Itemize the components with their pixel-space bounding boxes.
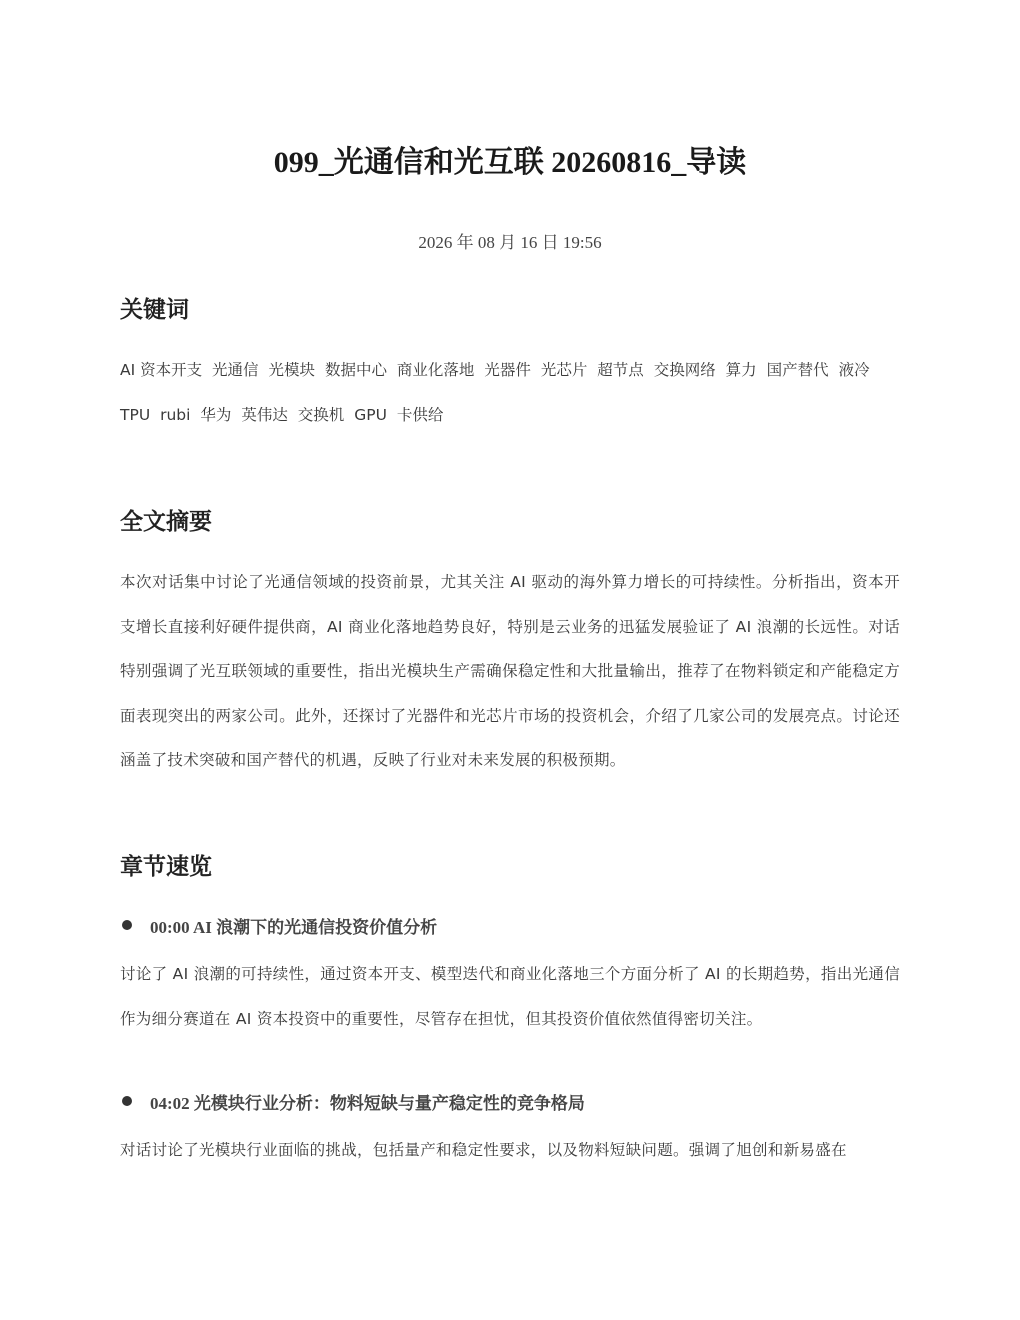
keyword-item: 光模块 [268, 361, 316, 379]
keyword-item: 华为 [200, 405, 232, 424]
keyword-item: 商业化落地 [396, 361, 475, 379]
keyword-item: AI 资本开支 [120, 361, 203, 379]
keywords-heading: 关键词 [120, 297, 189, 323]
keyword-item: 超节点 [597, 361, 644, 379]
chapter-item-title [120, 1088, 585, 1114]
chapter-title-text: 04:02 光模块行业分析：物料短缺与量产稳定性的竞争格局 [150, 1093, 585, 1113]
keyword-item: GPU [354, 405, 387, 424]
bullet-icon [122, 1096, 132, 1106]
document-date: 2026 年 08 月 16 日 19:56 [418, 233, 602, 252]
summary-heading: 全文摘要 [120, 509, 212, 535]
chapter-item-title [120, 912, 437, 938]
keyword-item: 英伟达 [241, 405, 288, 424]
summary-paragraph: 本次对话集中讨论了光通信领域的投资前景，尤其关注 AI 驱动的海外算力增长的可持续性。分析指出，资本开支增长直接利好硬件提供商，AI 商业化落地趋势良好，特别是云业务的迅猛发展验证了 AI 浪潮的长远性。对话特别强调了光互联领域的重要性，指出光模块生产需确保稳定性和大批量输出，推荐了在物料锁定和产能稳定方面表现突出的两家公司。此外，还探讨了光器件和光芯片市场的投资机会，介绍了几家公司的发展亮点。讨论还涵盖了技术突破和国产替代的机遇，反映了行业对未来发展的积极预期。 [120, 573, 900, 769]
keyword-item: rubi [160, 405, 191, 424]
chapter-description: 对话讨论了光模块行业面临的挑战，包括量产和稳定性要求，以及物料短缺问题。强调了旭创和新易盛在 [120, 1141, 847, 1159]
document-title: 099_光通信和光互联 20260816_导读 [273, 146, 747, 179]
keyword-item: 交换网络 [653, 361, 716, 379]
keyword-item: 国产替代 [766, 361, 829, 379]
keyword-item: 交换机 [297, 405, 345, 424]
keyword-item: 算力 [725, 361, 757, 379]
keyword-item: TPU [120, 405, 151, 424]
keyword-item: 数据中心 [324, 361, 387, 379]
chapter-description: 讨论了 AI 浪潮的可持续性，通过资本开支、模型迭代和商业化落地三个方面分析了 AI 的长期趋势，指出光通信作为细分赛道在 AI 资本投资中的重要性，尽管存在担忧，但其投资价值依然值得密切关注。 [120, 965, 900, 1028]
chapter-title-text: 00:00 AI 浪潮下的光通信投资价值分析 [150, 917, 438, 937]
keyword-item: 光芯片 [540, 361, 588, 379]
keyword-item: 光器件 [484, 361, 531, 379]
keyword-item: 卡供给 [396, 405, 444, 424]
chapters-heading: 章节速览 [120, 854, 212, 880]
keywords-list [120, 348, 910, 437]
keyword-item: 光通信 [212, 361, 259, 379]
bullet-icon [122, 920, 132, 930]
keyword-item: 液冷 [838, 361, 870, 379]
